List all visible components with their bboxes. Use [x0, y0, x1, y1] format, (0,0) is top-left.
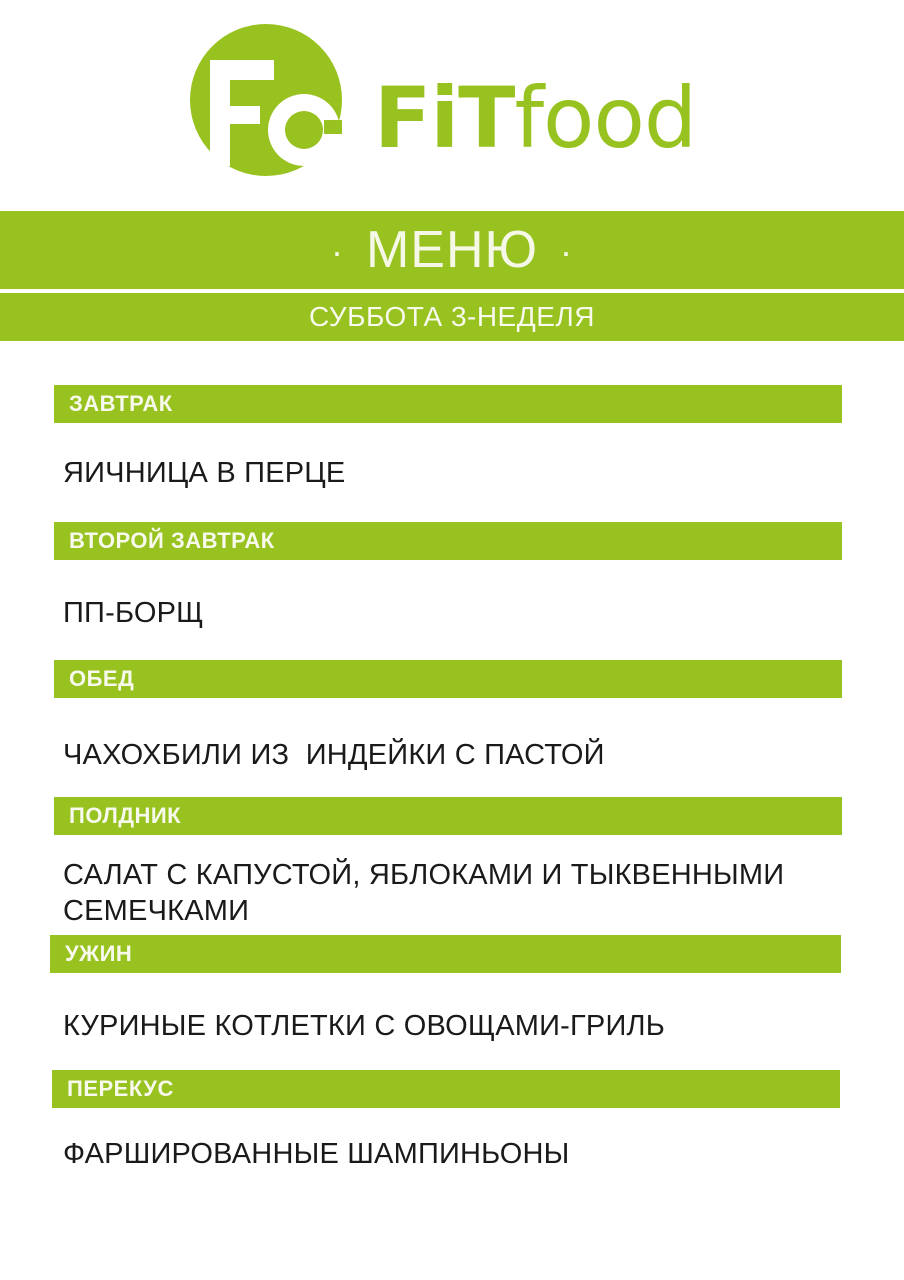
brand-name-food: food: [514, 69, 697, 167]
fo-logo-mark-icon: [188, 22, 368, 182]
meal-label-snack: ПЕРЕКУС: [52, 1070, 840, 1108]
meal-label-dinner: УЖИН: [50, 935, 841, 973]
meal-dish-afternoon-snack: САЛАТ С КАПУСТОЙ, ЯБЛОКАМИ И ТЫКВЕННЫМИ СЕМЕЧКАМИ: [63, 859, 785, 927]
fitfood-logo: [188, 22, 697, 182]
meal-label-lunch: ОБЕД: [54, 660, 842, 698]
meal-label-breakfast: ЗАВТРАК: [54, 385, 842, 423]
meal-dish-lunch: ЧАХОХБИЛИ ИЗ ИНДЕЙКИ С ПАСТОЙ: [63, 739, 605, 771]
meal-dish-breakfast: ЯИЧНИЦА В ПЕРЦЕ: [63, 457, 346, 489]
meal-label-afternoon-snack: ПОЛДНИК: [54, 797, 842, 835]
meal-label-second-breakfast: ВТОРОЙ ЗАВТРАК: [54, 522, 842, 560]
brand-wordmark: [374, 68, 696, 168]
page-title: [0, 211, 904, 289]
meal-dish-dinner: КУРИНЫЕ КОТЛЕТКИ С ОВОЩАМИ-ГРИЛЬ: [63, 1010, 665, 1042]
brand-name-fit: FiT: [374, 69, 515, 167]
title-dot-right: ·: [560, 231, 574, 272]
page-subtitle: СУББОТА 3-НЕДЕЛЯ: [309, 301, 595, 332]
menu-title-text: МЕНЮ: [365, 221, 539, 279]
meal-dish-second-breakfast: ПП-БОРЩ: [63, 597, 204, 629]
meal-dish-snack: ФАРШИРОВАННЫЕ ШАМПИНЬОНЫ: [63, 1138, 570, 1170]
title-dot-left: ·: [330, 231, 344, 272]
